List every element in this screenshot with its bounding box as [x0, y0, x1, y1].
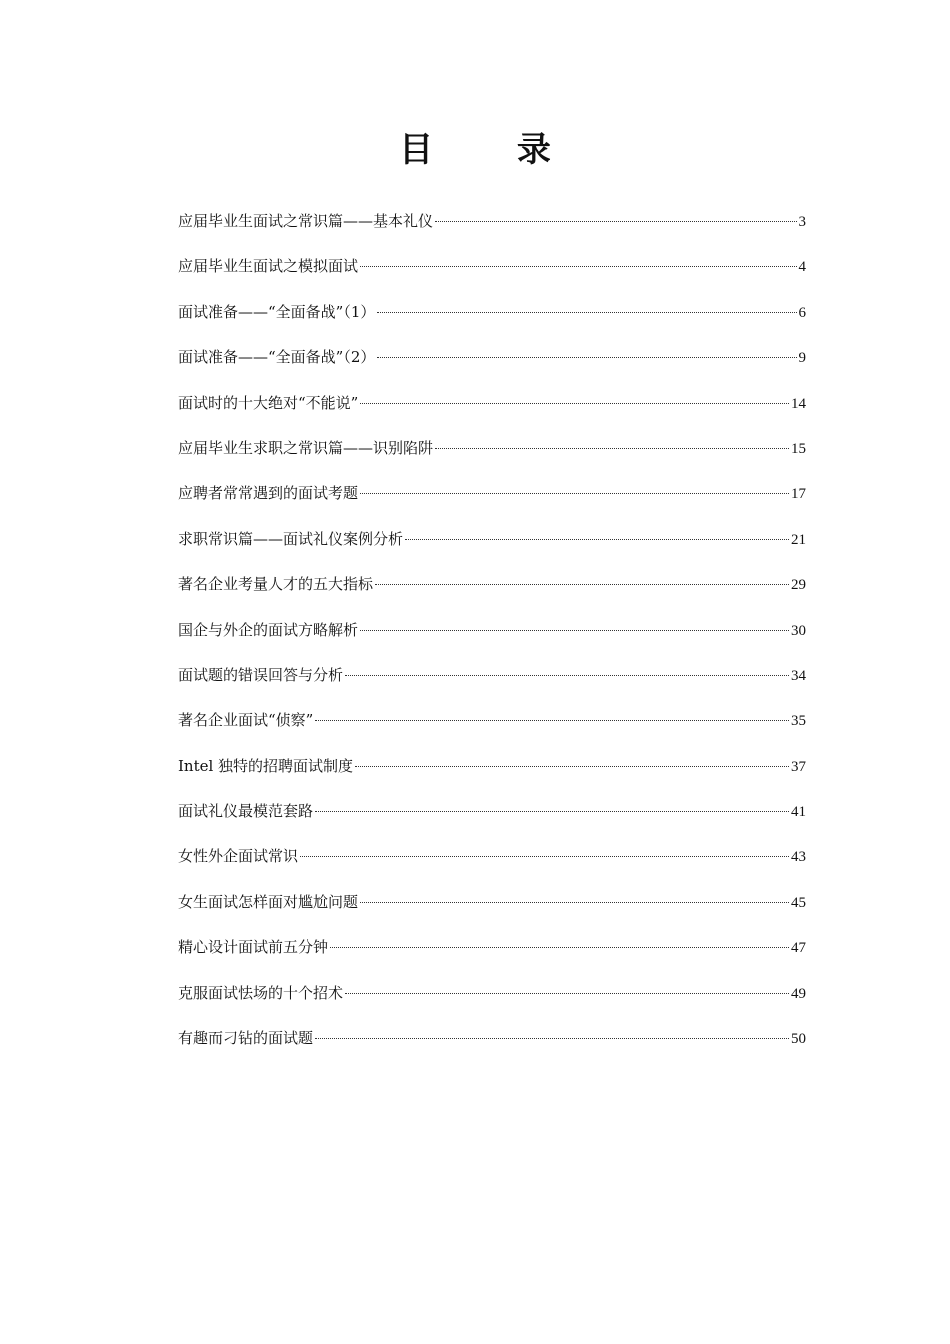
- toc-entry-page-number: 17: [791, 486, 806, 503]
- toc-dot-leader: [435, 447, 789, 449]
- toc-dot-leader: [315, 719, 789, 721]
- toc-entry-page-number: 14: [791, 395, 806, 412]
- toc-entry-page-number: 21: [791, 531, 806, 548]
- toc-entry[interactable]: [178, 615, 806, 660]
- toc-entry-page-number: 34: [791, 667, 806, 684]
- toc-entry-title: 著名企业考量人才的五大指标: [178, 575, 374, 594]
- toc-entry-page-number: 3: [798, 214, 806, 230]
- toc-entry-title: 面试题的错误回答与分析: [178, 665, 344, 684]
- toc-entry[interactable]: [178, 841, 806, 886]
- toc-entry[interactable]: [178, 978, 806, 1023]
- toc-entry[interactable]: [178, 297, 806, 342]
- toc-entry-page-number: 43: [791, 849, 806, 866]
- toc-entry-page-number: 15: [791, 440, 806, 457]
- toc-dot-leader: [345, 674, 789, 676]
- toc-list: [178, 206, 806, 1068]
- toc-entry-title: 应届毕业生面试之模拟面试: [178, 257, 359, 276]
- toc-entry-title: 面试时的十大绝对“不能说”: [178, 393, 359, 412]
- toc-entry-page-number: 41: [791, 804, 806, 821]
- toc-entry-page-number: 9: [798, 350, 806, 367]
- toc-dot-leader: [360, 402, 789, 404]
- toc-entry[interactable]: [178, 569, 806, 614]
- toc-entry-page-number: 35: [791, 713, 806, 730]
- toc-dot-leader: [435, 220, 796, 222]
- toc-entry[interactable]: [178, 932, 806, 977]
- toc-dot-leader: [360, 901, 789, 903]
- toc-dot-leader: [360, 265, 796, 267]
- toc-entry-title: Intel 独特的招聘面试制度: [178, 756, 354, 775]
- toc-dot-leader: [375, 583, 789, 585]
- toc-entry-title: 有趣而刁钻的面试题: [178, 1029, 314, 1048]
- toc-dot-leader: [300, 855, 789, 857]
- toc-entry-page-number: 29: [791, 577, 806, 594]
- toc-entry-title: 女性外企面试常识: [178, 847, 299, 866]
- toc-entry-title: 面试礼仪最模范套路: [178, 802, 314, 821]
- toc-entry[interactable]: [178, 796, 806, 841]
- toc-entry-title: 国企与外企的面试方略解析: [178, 620, 359, 639]
- toc-entry[interactable]: [178, 251, 806, 296]
- toc-entry[interactable]: [178, 660, 806, 705]
- toc-entry-title: 应聘者常常遇到的面试考题: [178, 484, 359, 503]
- toc-entry-title: 求职常识篇——面试礼仪案例分析: [178, 529, 404, 548]
- toc-entry[interactable]: [178, 433, 806, 478]
- toc-entry[interactable]: [178, 524, 806, 569]
- toc-entry[interactable]: [178, 887, 806, 932]
- toc-dot-leader: [360, 629, 789, 631]
- toc-entry[interactable]: [178, 478, 806, 523]
- toc-entry-page-number: 37: [791, 758, 806, 775]
- toc-entry-page-number: 50: [791, 1031, 806, 1048]
- toc-entry[interactable]: [178, 206, 806, 251]
- toc-dot-leader: [360, 492, 789, 494]
- toc-entry-title: 面试准备——“全面备战”（1）: [178, 302, 376, 321]
- toc-entry-title: 精心设计面试前五分钟: [178, 938, 329, 957]
- toc-dot-leader: [405, 538, 789, 540]
- toc-entry-page-number: 30: [791, 622, 806, 639]
- toc-dot-leader: [377, 311, 796, 313]
- toc-entry-title: 应届毕业生求职之常识篇——识别陷阱: [178, 438, 434, 457]
- toc-dot-leader: [330, 946, 789, 948]
- toc-entry[interactable]: [178, 705, 806, 750]
- toc-dot-leader: [377, 356, 796, 358]
- toc-dot-leader: [315, 1037, 789, 1039]
- toc-entry-page-number: 47: [791, 940, 806, 957]
- toc-entry-title: 著名企业面试“侦察”: [178, 711, 314, 730]
- toc-entry-title: 女生面试怎样面对尴尬问题: [178, 892, 359, 911]
- toc-entry-title: 面试准备——“全面备战”（2）: [178, 348, 376, 367]
- toc-entry[interactable]: [178, 342, 806, 387]
- toc-entry[interactable]: [178, 751, 806, 796]
- toc-entry-page-number: 49: [791, 985, 806, 1002]
- toc-title: 目 录: [399, 130, 587, 170]
- toc-entry-title: 应届毕业生面试之常识篇——基本礼仪: [178, 212, 434, 230]
- toc-dot-leader: [315, 810, 789, 812]
- toc-entry[interactable]: [178, 388, 806, 433]
- toc-entry-page-number: 4: [798, 259, 806, 276]
- toc-dot-leader: [355, 765, 789, 767]
- toc-entry-page-number: 45: [791, 894, 806, 911]
- toc-entry-page-number: 6: [798, 304, 806, 321]
- toc-dot-leader: [345, 992, 789, 994]
- toc-entry-title: 克服面试怯场的十个招术: [178, 983, 344, 1002]
- toc-entry[interactable]: [178, 1023, 806, 1068]
